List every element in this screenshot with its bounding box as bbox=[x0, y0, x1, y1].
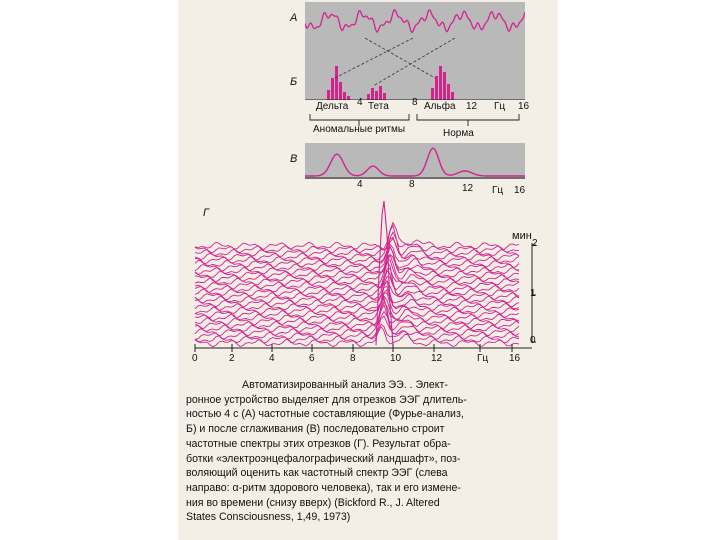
spectrum-trace bbox=[195, 316, 519, 339]
minute-tick: 0 bbox=[530, 335, 536, 346]
panel-v-smoothed-spectrum bbox=[305, 143, 525, 179]
spectrum-bar bbox=[371, 88, 374, 100]
panel-g-eeg-landscape bbox=[190, 195, 545, 365]
spectrum-bar bbox=[435, 76, 438, 100]
spectrum-bar bbox=[335, 66, 338, 100]
panel-label-b: Б bbox=[290, 76, 298, 88]
caption-line: направо: α-ритм здорового человека), так и его измене- bbox=[186, 481, 461, 494]
spectrum-bar bbox=[375, 91, 378, 100]
axis-unit: Гц bbox=[494, 101, 506, 112]
frequency-tick: 8 bbox=[350, 353, 356, 364]
caption-line: ностью 4 с (А) частотные составляющие (Фурье-анализ, bbox=[186, 408, 464, 421]
panel-label-v: В bbox=[290, 153, 298, 165]
panel-b-fourier-spectrum bbox=[305, 38, 525, 100]
spectrum-bar bbox=[347, 96, 350, 100]
group-label-norm: Норма bbox=[443, 128, 474, 139]
frequency-tick: 16 bbox=[509, 353, 521, 364]
figure-caption bbox=[186, 378, 546, 525]
spectrum-bar bbox=[379, 86, 382, 100]
axis-tick: 4 bbox=[357, 97, 363, 108]
spectrum-bar bbox=[451, 92, 454, 100]
frequency-tick: 4 bbox=[269, 353, 275, 364]
spectrum-bar bbox=[339, 82, 342, 100]
axis-tick: 16 bbox=[518, 101, 530, 112]
axis-tick: 4 bbox=[357, 179, 363, 190]
band-label-alpha: Альфа bbox=[424, 101, 456, 112]
caption-line: States Consciousness, 1,49, 1973) bbox=[186, 511, 351, 524]
panel-label-a: А bbox=[290, 12, 298, 24]
frequency-tick: 10 bbox=[390, 353, 402, 364]
spectrum-bar bbox=[327, 90, 330, 100]
spectrum-bar bbox=[439, 66, 442, 100]
frequency-tick: 2 bbox=[229, 353, 235, 364]
minute-tick: 1 bbox=[530, 288, 536, 299]
spectrum-bar bbox=[383, 93, 386, 100]
axis-tick: 12 bbox=[462, 183, 474, 194]
band-label-delta: Дельта bbox=[316, 101, 349, 112]
minute-tick: 2 bbox=[532, 238, 538, 249]
caption-line: Автоматизированный анализ ЭЭ. . Элект- bbox=[242, 379, 448, 391]
caption-line: частотные спектры этих отрезков (Г). Результат обра- bbox=[186, 437, 451, 450]
spectrum-bar bbox=[343, 92, 346, 100]
caption-line: Б) и после сглаживания (В) последовательно строит bbox=[186, 423, 445, 436]
caption-line: воляющий оценить как частотный спектр ЭЭГ (слева bbox=[186, 467, 448, 480]
landscape-traces bbox=[195, 201, 519, 347]
caption-line: ботки «электроэнцефалографический ландшафт», поз- bbox=[186, 452, 461, 465]
minutes-unit: мин bbox=[512, 230, 532, 242]
frequency-tick: 12 bbox=[431, 353, 443, 364]
spectrum-trace bbox=[195, 311, 519, 328]
axis-tick: 8 bbox=[409, 179, 415, 190]
spectrum-bar bbox=[431, 88, 434, 100]
frequency-tick: 6 bbox=[309, 353, 315, 364]
frequency-tick: Гц bbox=[477, 353, 489, 364]
spectrum-bar bbox=[447, 84, 450, 100]
caption-line: ния во времени (снизу вверх) (Bickford R., J. Altered bbox=[186, 496, 440, 509]
axis-tick: 16 bbox=[514, 185, 526, 196]
caption-line: ронное устройство выделяет для отрезков ЭЭГ длитель- bbox=[186, 393, 467, 406]
spectrum-bar bbox=[331, 78, 334, 100]
group-label-abnormal: Аномальные ритмы bbox=[313, 124, 406, 135]
spectrum-bar bbox=[367, 94, 370, 100]
spectrum-trace bbox=[195, 225, 519, 260]
spectrum-bar bbox=[443, 72, 446, 100]
band-label-theta: Тета bbox=[368, 101, 389, 112]
axis-unit: Гц bbox=[492, 185, 504, 196]
panel-a-raw-eeg bbox=[305, 2, 525, 40]
axis-tick: 12 bbox=[466, 101, 478, 112]
axis-tick: 8 bbox=[412, 97, 418, 108]
panel-label-g: Г bbox=[203, 207, 209, 219]
frequency-tick: 0 bbox=[192, 353, 198, 364]
spectrum-trace bbox=[195, 232, 519, 253]
spectrum-trace bbox=[195, 223, 519, 250]
